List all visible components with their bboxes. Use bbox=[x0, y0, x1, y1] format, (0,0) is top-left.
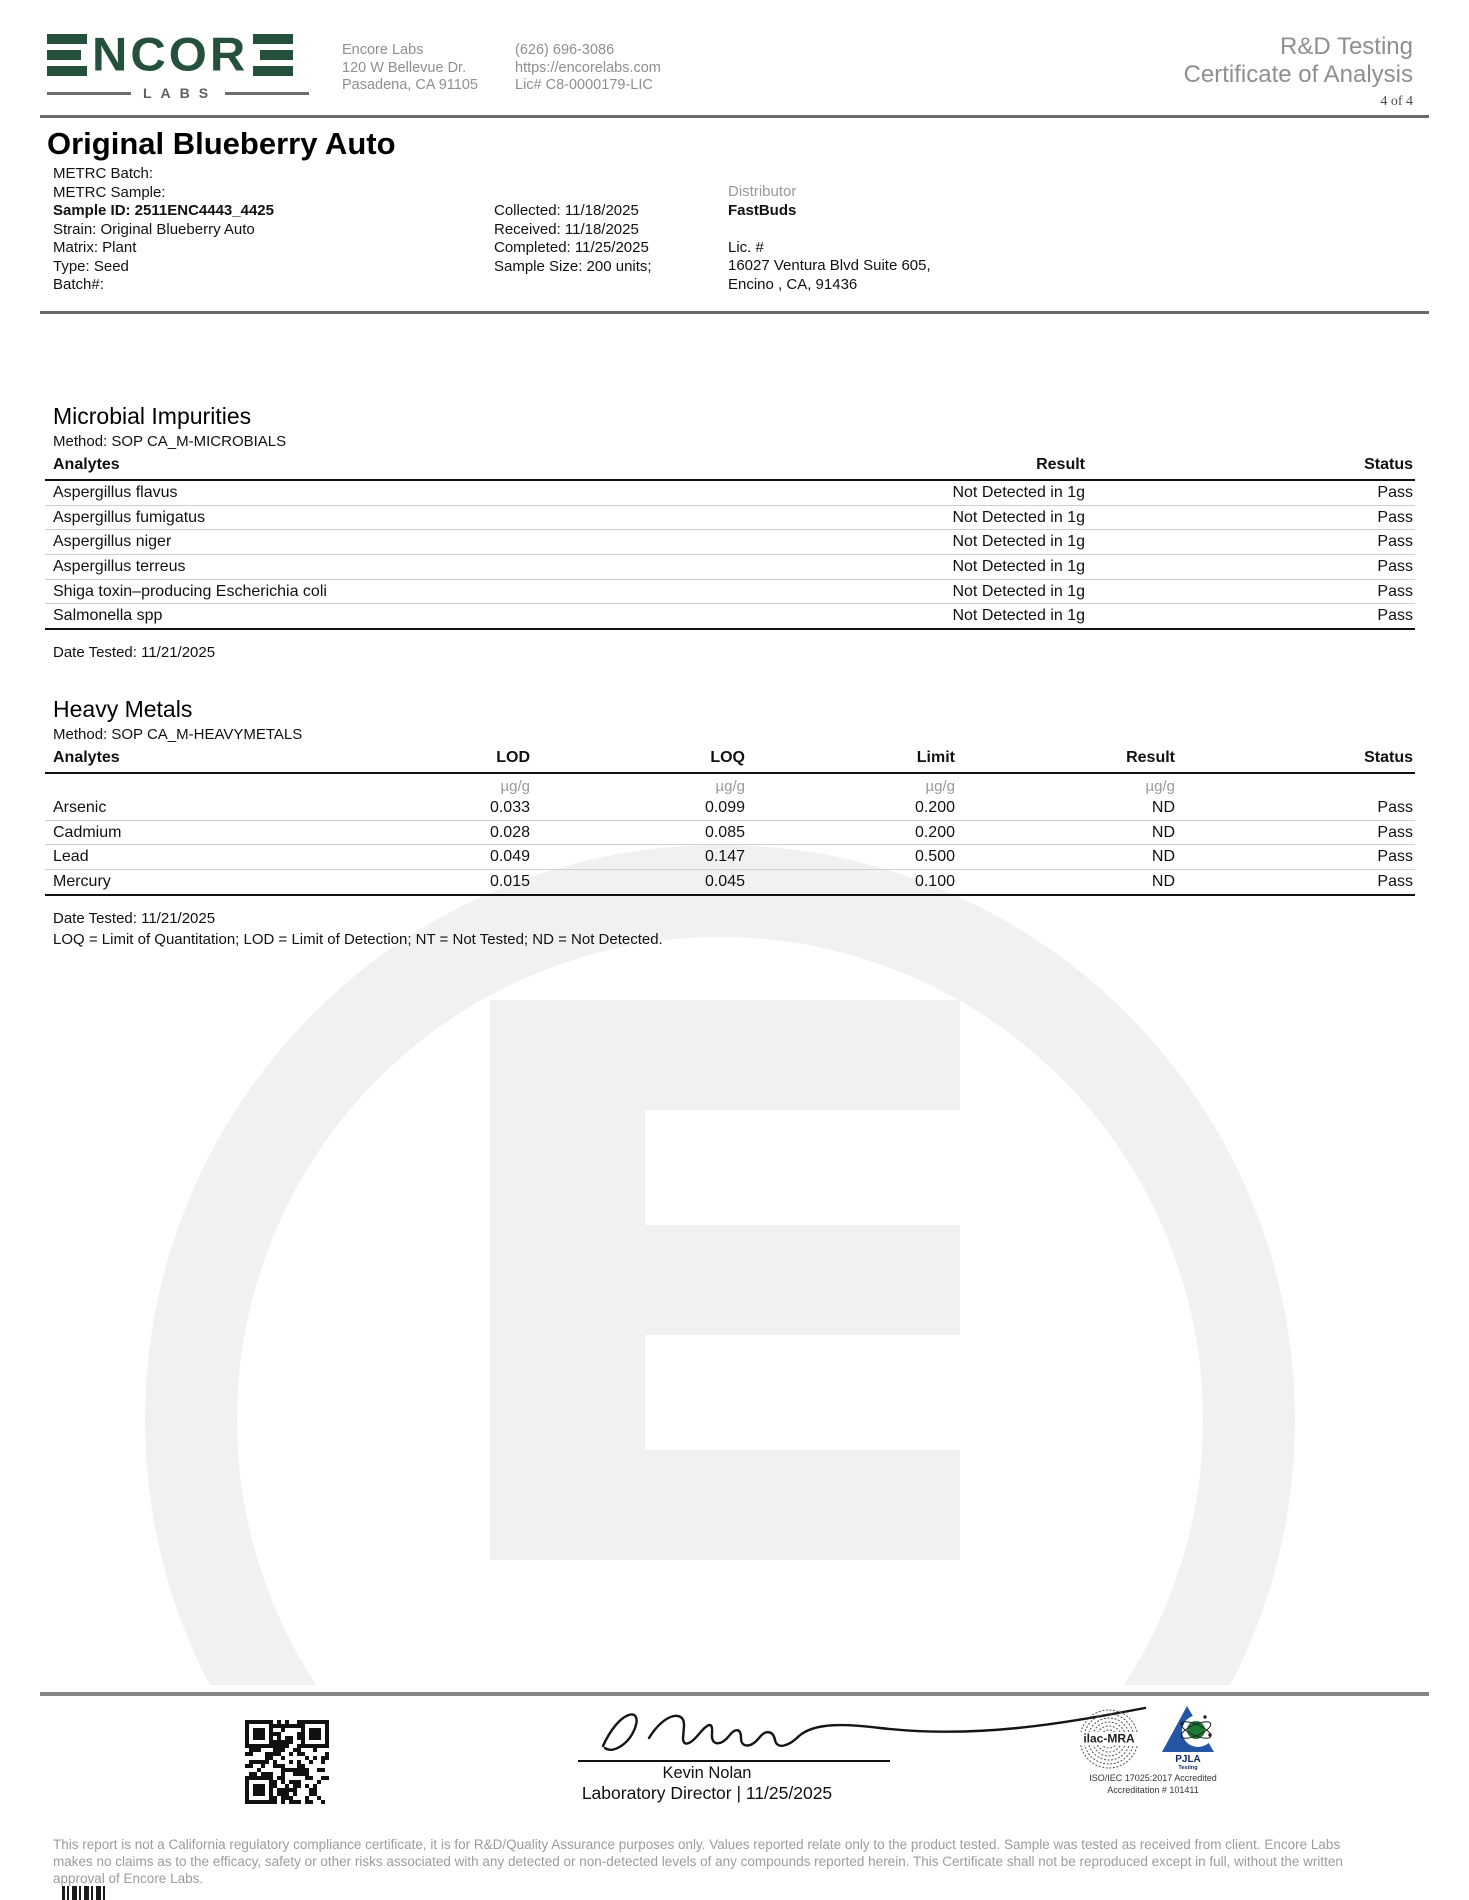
watermark-e-glyph bbox=[490, 1000, 960, 1560]
cell-lod: 0.049 bbox=[489, 848, 530, 866]
lab-phone: (626) 696-3086 bbox=[515, 42, 615, 58]
unit-lod: µg/g bbox=[500, 777, 530, 795]
table-row bbox=[45, 870, 1415, 896]
cell-status: Pass bbox=[1377, 823, 1413, 841]
microbial-title: Microbial Impurities bbox=[53, 403, 252, 429]
accreditation-number: Accreditation # 101411 bbox=[1107, 1785, 1199, 1795]
unit-result: µg/g bbox=[1145, 777, 1175, 795]
table-row bbox=[45, 821, 1415, 846]
cell-status: Pass bbox=[1377, 483, 1413, 501]
cell-analyte: Aspergillus flavus bbox=[53, 483, 178, 501]
cell-result: Not Detected in 1g bbox=[952, 607, 1085, 625]
unit-loq: µg/g bbox=[715, 777, 745, 795]
cell-limit: 0.200 bbox=[914, 798, 955, 816]
heavy-metals-table-body bbox=[45, 796, 1415, 896]
table-row bbox=[45, 481, 1415, 506]
lab-address-block bbox=[342, 42, 478, 95]
strain: Strain: Original Blueberry Auto bbox=[53, 220, 255, 238]
cell-analyte: Aspergillus fumigatus bbox=[53, 508, 206, 526]
disclaimer-line-2: makes no claims as to the efficacy, safety or other risks associated with any detected or non-detected levels of any compounds reported herein. This Certificate shall not be reproduced except in full, without the written bbox=[53, 1854, 1343, 1870]
pjla-seal-icon bbox=[1160, 1704, 1218, 1770]
matrix: Matrix: Plant bbox=[53, 239, 137, 256]
signature-line bbox=[578, 1760, 890, 1762]
cell-analyte: Aspergillus niger bbox=[53, 533, 172, 551]
sample-id: Sample ID: 2511ENC4443_4425 bbox=[53, 202, 274, 219]
iso-accreditation-line: ISO/IEC 17025:2017 Accredited bbox=[1089, 1773, 1217, 1783]
col-header-status: Status bbox=[1364, 456, 1413, 473]
logo-labs-line bbox=[47, 85, 309, 101]
table-row bbox=[45, 555, 1415, 580]
cell-limit: 0.100 bbox=[914, 872, 955, 890]
cell-lod: 0.033 bbox=[489, 798, 530, 816]
pjla-text: PJLA bbox=[1175, 1754, 1201, 1765]
batch-number: Batch#: bbox=[53, 276, 104, 293]
col-header-result: Result bbox=[1126, 749, 1175, 766]
cell-status: Pass bbox=[1377, 557, 1413, 575]
qr-code bbox=[245, 1720, 329, 1804]
cell-lod: 0.028 bbox=[489, 823, 530, 841]
col-header-limit: Limit bbox=[916, 749, 955, 766]
doc-title: Certificate of Analysis bbox=[1183, 61, 1413, 88]
cell-analyte: Lead bbox=[53, 848, 89, 866]
signer-name: Kevin Nolan bbox=[662, 1764, 752, 1782]
table-row bbox=[45, 506, 1415, 531]
sample-type: Type: Seed bbox=[53, 257, 129, 275]
cell-result: Not Detected in 1g bbox=[952, 483, 1085, 501]
table-row bbox=[45, 530, 1415, 555]
sample-size: Sample Size: 200 units; bbox=[494, 257, 652, 275]
lab-city: Pasadena, CA 91105 bbox=[342, 77, 478, 93]
microbial-table-header bbox=[45, 450, 1415, 481]
encore-labs-logo bbox=[47, 29, 309, 101]
col-header-result: Result bbox=[1036, 456, 1085, 473]
lab-contact-block bbox=[515, 42, 661, 95]
header-divider bbox=[40, 115, 1429, 118]
report-type-block bbox=[1184, 33, 1413, 110]
metrc-sample: METRC Sample: bbox=[53, 183, 166, 201]
distributor-address1: 16027 Ventura Blvd Suite 605, bbox=[728, 257, 931, 274]
cell-result: Not Detected in 1g bbox=[952, 508, 1085, 526]
logo-labs-text: LABS bbox=[142, 85, 218, 101]
cell-status: Pass bbox=[1377, 848, 1413, 866]
units-row bbox=[45, 774, 1415, 796]
col-header-lod: LOD bbox=[496, 749, 530, 766]
disclaimer-text bbox=[53, 1836, 1425, 1888]
signer-title: Laboratory Director | 11/25/2025 bbox=[581, 1783, 833, 1803]
table-row bbox=[45, 604, 1415, 630]
cell-status: Pass bbox=[1377, 508, 1413, 526]
cell-result: ND bbox=[1151, 823, 1175, 841]
cell-result: Not Detected in 1g bbox=[952, 557, 1085, 575]
heavy-metals-section bbox=[45, 696, 1415, 948]
col-header-loq: LOQ bbox=[710, 749, 745, 766]
disclaimer-line-1: This report is not a California regulatory compliance certificate, it is for R&D/Quality Assurance purposes only. Values reported relate only to the product tested. Sample was tested as received from client. Encore Labs bbox=[53, 1837, 1341, 1852]
cell-status: Pass bbox=[1377, 533, 1413, 551]
heavy-metals-title: Heavy Metals bbox=[53, 696, 193, 722]
cell-loq: 0.099 bbox=[704, 798, 745, 816]
report-type: R&D Testing bbox=[1280, 33, 1413, 60]
col-header-analytes: Analytes bbox=[53, 456, 120, 473]
completed-date: Completed: 11/25/2025 bbox=[494, 239, 649, 256]
distributor-address2: Encino , CA, 91436 bbox=[728, 275, 858, 293]
microbial-table-body bbox=[45, 481, 1415, 630]
logo-wordmark bbox=[47, 29, 309, 81]
cell-status: Pass bbox=[1377, 798, 1413, 816]
cell-result: Not Detected in 1g bbox=[952, 582, 1085, 600]
lab-license: Lic# C8-0000179-LIC bbox=[515, 77, 653, 93]
metrc-batch: METRC Batch: bbox=[53, 165, 154, 182]
table-row bbox=[45, 580, 1415, 605]
cell-result: Not Detected in 1g bbox=[952, 533, 1085, 551]
heavy-metals-date-tested: Date Tested: 11/21/2025 bbox=[53, 909, 216, 927]
distributor-name: FastBuds bbox=[728, 201, 797, 219]
distributor-label: Distributor bbox=[728, 183, 797, 200]
cell-limit: 0.500 bbox=[914, 848, 955, 866]
cell-analyte: Salmonella spp bbox=[53, 607, 163, 625]
dates-column bbox=[494, 202, 652, 276]
cell-analyte: Aspergillus terreus bbox=[53, 557, 186, 575]
cell-loq: 0.045 bbox=[704, 872, 745, 890]
next-page-qr-artifact bbox=[62, 1886, 108, 1900]
unit-limit: µg/g bbox=[925, 777, 955, 795]
cell-result: ND bbox=[1151, 848, 1175, 866]
logo-letter-e-icon bbox=[47, 34, 87, 76]
product-title: Original Blueberry Auto bbox=[47, 126, 396, 161]
collected-date: Collected: 11/18/2025 bbox=[494, 202, 639, 219]
ilac-mra-seal-icon bbox=[1078, 1708, 1140, 1770]
info-divider bbox=[40, 311, 1429, 314]
cell-result: ND bbox=[1151, 798, 1175, 816]
cell-analyte: Cadmium bbox=[53, 823, 122, 841]
ilac-mra-text: ilac-MRA bbox=[1083, 1731, 1135, 1746]
table-row bbox=[45, 796, 1415, 821]
distributor-column bbox=[728, 183, 931, 294]
heavy-metals-table-header bbox=[45, 743, 1415, 774]
col-header-status: Status bbox=[1364, 749, 1413, 766]
lab-website: https://encorelabs.com bbox=[515, 59, 661, 76]
accreditation-block bbox=[1058, 1772, 1248, 1796]
disclaimer-line-3: approval of Encore Labs. bbox=[53, 1871, 204, 1887]
cell-analyte: Shiga toxin–producing Escherichia coli bbox=[53, 582, 327, 600]
sample-info-column bbox=[53, 165, 274, 295]
microbial-method: Method: SOP CA_M-MICROBIALS bbox=[53, 433, 287, 450]
cell-loq: 0.085 bbox=[704, 823, 745, 841]
logo-letter-e-icon bbox=[253, 34, 293, 76]
col-header-analytes: Analytes bbox=[53, 749, 120, 766]
cell-status: Pass bbox=[1377, 582, 1413, 600]
lab-name: Encore Labs bbox=[342, 42, 424, 58]
logo-letters: NCOR bbox=[92, 29, 249, 81]
cell-status: Pass bbox=[1377, 607, 1413, 625]
cell-status: Pass bbox=[1377, 872, 1413, 890]
page-number: 4 of 4 bbox=[1380, 94, 1413, 109]
lab-street: 120 W Bellevue Dr. bbox=[342, 59, 467, 76]
cell-result: ND bbox=[1151, 872, 1175, 890]
table-row bbox=[45, 845, 1415, 870]
cell-loq: 0.147 bbox=[704, 848, 745, 866]
microbial-date-tested: Date Tested: 11/21/2025 bbox=[53, 644, 216, 662]
cell-analyte: Arsenic bbox=[53, 798, 107, 816]
cell-limit: 0.200 bbox=[914, 823, 955, 841]
pjla-testing-text: Testing bbox=[1178, 1765, 1198, 1770]
abbreviation-legend: LOQ = Limit of Quantitation; LOD = Limit of Detection; NT = Not Tested; ND = Not Detected. bbox=[53, 930, 663, 948]
heavy-metals-method: Method: SOP CA_M-HEAVYMETALS bbox=[53, 726, 303, 743]
microbial-section bbox=[45, 403, 1415, 661]
received-date: Received: 11/18/2025 bbox=[494, 220, 639, 238]
cell-analyte: Mercury bbox=[53, 872, 111, 890]
distributor-license-label: Lic. # bbox=[728, 238, 764, 256]
cell-lod: 0.015 bbox=[489, 872, 530, 890]
